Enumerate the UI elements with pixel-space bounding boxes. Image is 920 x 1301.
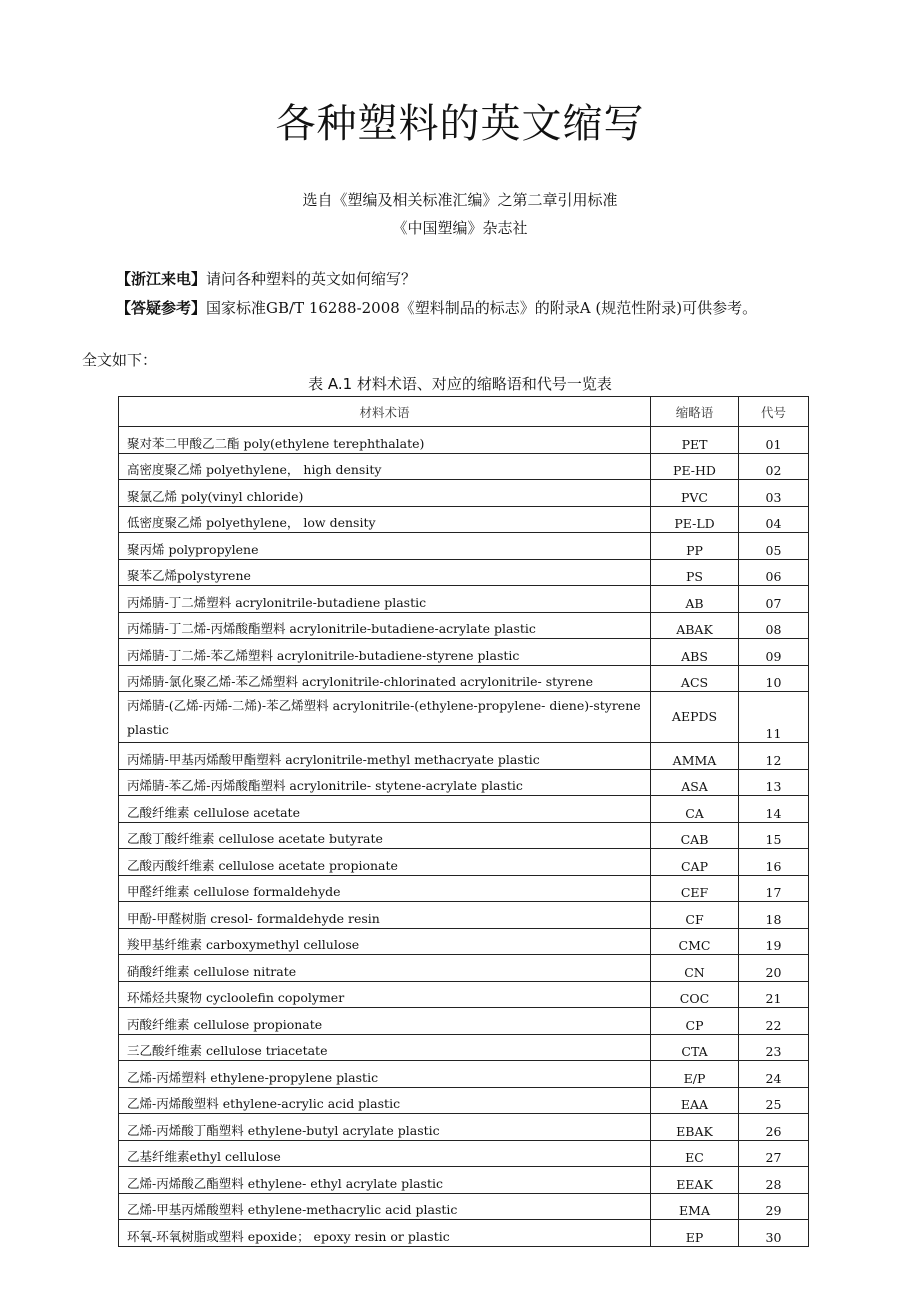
header-code: 代号 (739, 397, 809, 427)
term-cell: 丙烯腈-丁二烯塑料 acrylonitrile-butadiene plastic (119, 586, 651, 613)
code-cell: 26 (739, 1114, 809, 1141)
abbr-cell: CAB (651, 822, 739, 849)
table-row (119, 453, 809, 480)
abbr-cell: EAA (651, 1087, 739, 1114)
term-cell: 丙酸纤维素 cellulose propionate (119, 1008, 651, 1035)
abbr-cell: ABS (651, 639, 739, 666)
code-cell: 30 (739, 1220, 809, 1247)
term-cell: 丙烯腈-丁二烯-丙烯酸酯塑料 acrylonitrile-butadiene-acrylate plastic (119, 612, 651, 639)
table-row (119, 559, 809, 586)
code-cell: 10 (739, 665, 809, 692)
table-row (119, 1114, 809, 1141)
term-cell: 乙烯-丙烯塑料 ethylene-propylene plastic (119, 1061, 651, 1088)
term-cell: 三乙酸纤维素 cellulose triacetate (119, 1034, 651, 1061)
answer-paragraph (82, 296, 822, 320)
question-tag: 【浙江来电】 (116, 270, 207, 288)
table-row (119, 586, 809, 613)
abbr-cell: COC (651, 981, 739, 1008)
table-row (119, 955, 809, 982)
code-cell: 17 (739, 875, 809, 902)
term-cell: 乙酸纤维素 cellulose acetate (119, 796, 651, 823)
question-text: 请问各种塑料的英文如何缩写？ (206, 270, 417, 288)
answer-tag: 【答疑参考】 (116, 299, 207, 317)
code-cell: 21 (739, 981, 809, 1008)
code-cell: 11 (739, 692, 809, 743)
abbr-cell: AMMA (651, 743, 739, 770)
term-cell: 聚氯乙烯 poly(vinyl chloride) (119, 480, 651, 507)
abbr-cell: CF (651, 902, 739, 929)
page-title: 各种塑料的英文缩写 (275, 101, 645, 147)
table-row (119, 875, 809, 902)
code-cell: 20 (739, 955, 809, 982)
code-cell: 27 (739, 1140, 809, 1167)
abbr-cell: CA (651, 796, 739, 823)
term-cell: 环烯烃共聚物 cycloolefin copolymer (119, 981, 651, 1008)
code-cell: 14 (739, 796, 809, 823)
answer-text: 国家标准GB/T 16288-2008《塑料制品的标志》的附录A (规范性附录)可供参考。 (206, 299, 758, 317)
abbr-cell: PET (651, 427, 739, 454)
table-row (119, 849, 809, 876)
code-cell: 22 (739, 1008, 809, 1035)
code-cell: 25 (739, 1087, 809, 1114)
term-cell: 乙烯-丙烯酸乙酯塑料 ethylene- ethyl acrylate plastic (119, 1167, 651, 1194)
table-row (119, 822, 809, 849)
code-cell: 18 (739, 902, 809, 929)
table-row (119, 1087, 809, 1114)
code-cell: 01 (739, 427, 809, 454)
table-row (119, 928, 809, 955)
term-cell: 低密度聚乙烯 polyethylene， low density (119, 506, 651, 533)
abbr-cell: ACS (651, 665, 739, 692)
code-cell: 08 (739, 612, 809, 639)
abbr-cell: CAP (651, 849, 739, 876)
term-cell: 羧甲基纤维素 carboxymethyl cellulose (119, 928, 651, 955)
code-cell: 09 (739, 639, 809, 666)
table-header-row (119, 397, 809, 427)
term-cell: 乙基纤维素ethyl cellulose (119, 1140, 651, 1167)
table-row (119, 506, 809, 533)
abbr-cell: PS (651, 559, 739, 586)
question-paragraph (82, 267, 822, 291)
abbr-cell: PE-LD (651, 506, 739, 533)
abbr-cell: ASA (651, 769, 739, 796)
abbr-cell: CTA (651, 1034, 739, 1061)
table-row (119, 665, 809, 692)
term-cell: 丙烯腈-丁二烯-苯乙烯塑料 acrylonitrile-butadiene-styrene plastic (119, 639, 651, 666)
term-cell: 乙烯-丙烯酸丁酯塑料 ethylene-butyl acrylate plastic (119, 1114, 651, 1141)
table-row (119, 1167, 809, 1194)
abbr-cell: PE-HD (651, 453, 739, 480)
term-cell: 聚丙烯 polypropylene (119, 533, 651, 560)
term-cell: 乙烯-甲基丙烯酸塑料 ethylene-methacrylic acid plastic (119, 1193, 651, 1220)
table-row (119, 480, 809, 507)
table-row (119, 769, 809, 796)
term-cell: 丙烯腈-(乙烯-丙烯-二烯)-苯乙烯塑料 acrylonitrile-(ethylene-propylene- diene)-styrene plastic (119, 692, 651, 743)
term-cell: 高密度聚乙烯 polyethylene， high density (119, 453, 651, 480)
table-row (119, 612, 809, 639)
fulltext-label: 全文如下： (82, 351, 158, 369)
code-cell: 29 (739, 1193, 809, 1220)
code-cell: 04 (739, 506, 809, 533)
abbr-cell: EP (651, 1220, 739, 1247)
table-row (119, 1193, 809, 1220)
code-cell: 07 (739, 586, 809, 613)
table-row (119, 981, 809, 1008)
term-cell: 甲酚-甲醛树脂 cresol- formaldehyde resin (119, 902, 651, 929)
abbr-cell: PP (651, 533, 739, 560)
term-cell: 丙烯腈-氯化聚乙烯-苯乙烯塑料 acrylonitrile-chlorinated acrylonitrile- styrene (119, 665, 651, 692)
table-row (119, 427, 809, 454)
term-cell: 丙烯腈-苯乙烯-丙烯酸酯塑料 acrylonitrile- stytene-acrylate plastic (119, 769, 651, 796)
term-cell: 乙酸丙酸纤维素 cellulose acetate propionate (119, 849, 651, 876)
table-row (119, 796, 809, 823)
abbr-cell: EC (651, 1140, 739, 1167)
code-cell: 12 (739, 743, 809, 770)
abbr-cell: ABAK (651, 612, 739, 639)
term-cell: 聚苯乙烯polystyrene (119, 559, 651, 586)
source-line: 选自《塑编及相关标准汇编》之第二章引用标准 (302, 191, 618, 209)
table-row (119, 533, 809, 560)
term-cell: 环氧-环氧树脂或塑料 epoxide； epoxy resin or plastic (119, 1220, 651, 1247)
table-row (119, 692, 809, 743)
table-row (119, 743, 809, 770)
publisher-line: 《中国塑编》杂志社 (392, 219, 528, 237)
code-cell: 02 (739, 453, 809, 480)
code-cell: 28 (739, 1167, 809, 1194)
header-abbr: 缩略语 (651, 397, 739, 427)
code-cell: 13 (739, 769, 809, 796)
abbr-cell: PVC (651, 480, 739, 507)
code-cell: 23 (739, 1034, 809, 1061)
term-cell: 乙酸丁酸纤维素 cellulose acetate butyrate (119, 822, 651, 849)
abbr-cell: EMA (651, 1193, 739, 1220)
term-cell: 硝酸纤维素 cellulose nitrate (119, 955, 651, 982)
table-body (119, 427, 809, 1247)
abbr-cell: CN (651, 955, 739, 982)
abbr-cell: CP (651, 1008, 739, 1035)
table-row (119, 1061, 809, 1088)
abbr-cell: EEAK (651, 1167, 739, 1194)
term-cell: 丙烯腈-甲基丙烯酸甲酯塑料 acrylonitrile-methyl methacryate plastic (119, 743, 651, 770)
materials-table (118, 396, 809, 1247)
code-cell: 19 (739, 928, 809, 955)
table-row (119, 1008, 809, 1035)
table-row (119, 902, 809, 929)
abbr-cell: E/P (651, 1061, 739, 1088)
term-cell: 乙烯-丙烯酸塑料 ethylene-acrylic acid plastic (119, 1087, 651, 1114)
code-cell: 16 (739, 849, 809, 876)
code-cell: 24 (739, 1061, 809, 1088)
table-row (119, 1140, 809, 1167)
code-cell: 03 (739, 480, 809, 507)
code-cell: 06 (739, 559, 809, 586)
abbr-cell: AB (651, 586, 739, 613)
table-row (119, 1034, 809, 1061)
code-cell: 15 (739, 822, 809, 849)
header-term: 材料术语 (119, 397, 651, 427)
table-row (119, 639, 809, 666)
abbr-cell: AEPDS (651, 692, 739, 743)
table-caption: 表 A.1 材料术语、对应的缩略语和代号一览表 (308, 375, 612, 393)
abbr-cell: EBAK (651, 1114, 739, 1141)
term-cell: 甲醛纤维素 cellulose formaldehyde (119, 875, 651, 902)
abbr-cell: CEF (651, 875, 739, 902)
abbr-cell: CMC (651, 928, 739, 955)
term-cell: 聚对苯二甲酸乙二酯 poly(ethylene terephthalate) (119, 427, 651, 454)
code-cell: 05 (739, 533, 809, 560)
table-row (119, 1220, 809, 1247)
